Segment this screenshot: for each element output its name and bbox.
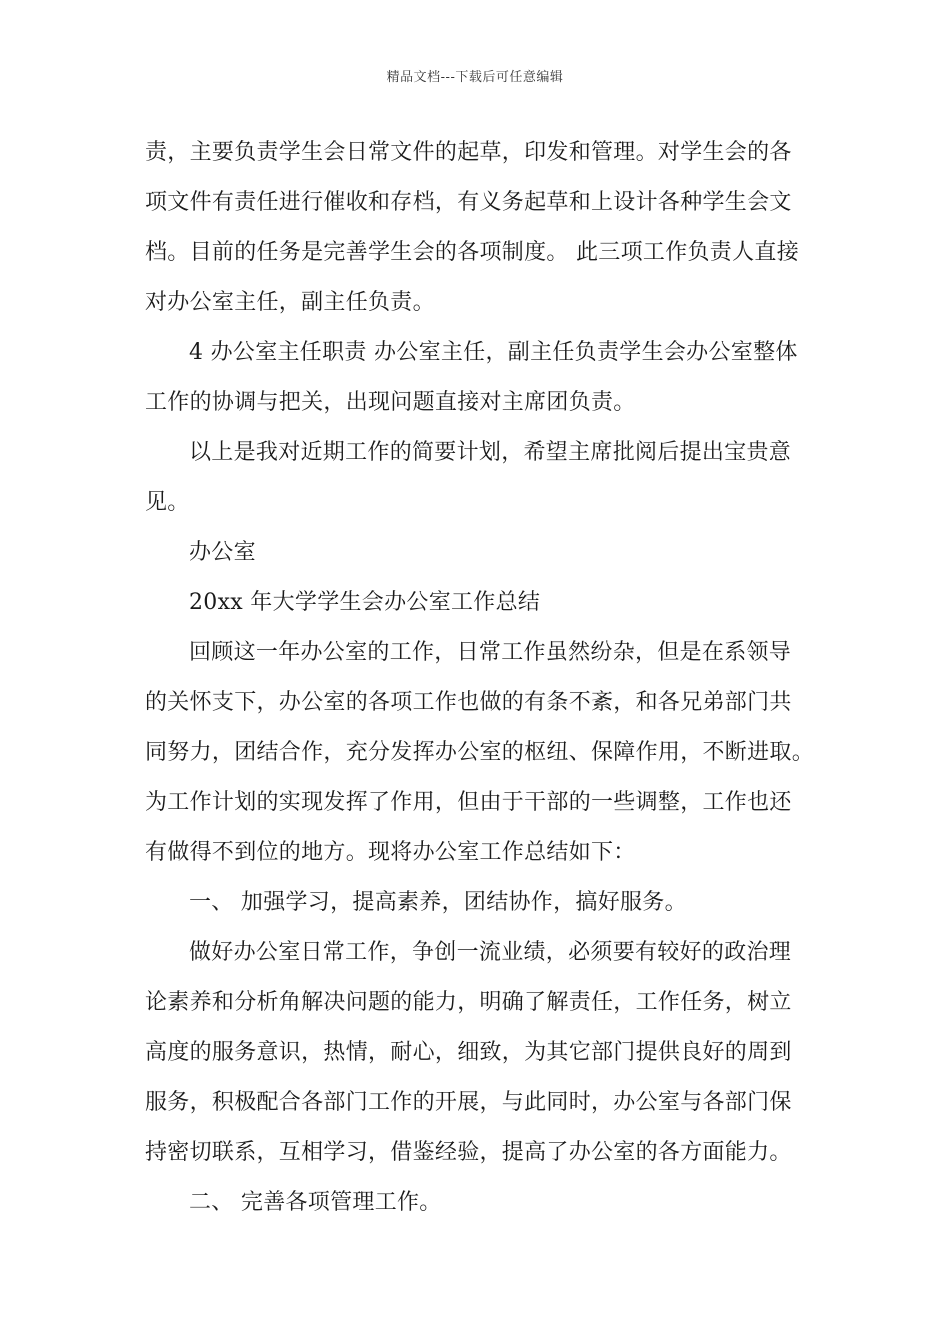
text-line: 对办公室主任，副主任负责。: [145, 290, 435, 315]
text-line: 论素养和分析角解决问题的能力，明确了解责任，工作任务，树立: [145, 990, 792, 1015]
page-header: 精品文档---下载后可任意编辑: [386, 70, 564, 85]
text-line: 二、 完善各项管理工作。: [189, 1190, 442, 1215]
text-line: 档。目前的任务是完善学生会的各项制度。 此三项工作负责人直接: [145, 240, 799, 265]
text-line: 做好办公室日常工作，争创一流业绩，必须要有较好的政治理: [189, 940, 792, 965]
text-line: 工作的协调与把关，出现问题直接对主席团负责。: [145, 390, 636, 415]
text-line: 持密切联系，互相学习，借鉴经验，提高了办公室的各方面能力。: [145, 1140, 792, 1165]
text-line: 4 办公室主任职责 办公室主任，副主任负责学生会办公室整体: [189, 340, 798, 365]
text-line: 以上是我对近期工作的简要计划，希望主席批阅后提出宝贵意: [189, 440, 792, 465]
text-line: 有做得不到位的地方。现将办公室工作总结如下：: [145, 840, 636, 865]
text-line: 见。: [145, 490, 190, 515]
text-line: 服务，积极配合各部门工作的开展，与此同时，办公室与各部门保: [145, 1090, 792, 1115]
text-line: 同努力，团结合作，充分发挥办公室的枢纽、保障作用，不断进取。: [145, 740, 815, 765]
text-line: 回顾这一年办公室的工作，日常工作虽然纷杂，但是在系领导: [189, 640, 792, 665]
text-line: 办公室: [189, 540, 256, 565]
text-line: 责，主要负责学生会日常文件的起草，印发和管理。对学生会的各: [145, 140, 792, 165]
text-line: 一、 加强学习，提高素养，团结协作，搞好服务。: [189, 890, 687, 915]
text-line: 项文件有责任进行催收和存档，有义务起草和上设计各种学生会文: [145, 190, 792, 215]
document-body: [145, 128, 815, 1228]
text-line: 高度的服务意识，热情，耐心，细致，为其它部门提供良好的周到: [145, 1040, 792, 1065]
text-line: 20xx 年大学学生会办公室工作总结: [189, 590, 541, 615]
text-line: 的关怀支下，办公室的各项工作也做的有条不紊，和各兄弟部门共: [145, 690, 792, 715]
text-line: 为工作计划的实现发挥了作用，但由于干部的一些调整，工作也还: [145, 790, 792, 815]
